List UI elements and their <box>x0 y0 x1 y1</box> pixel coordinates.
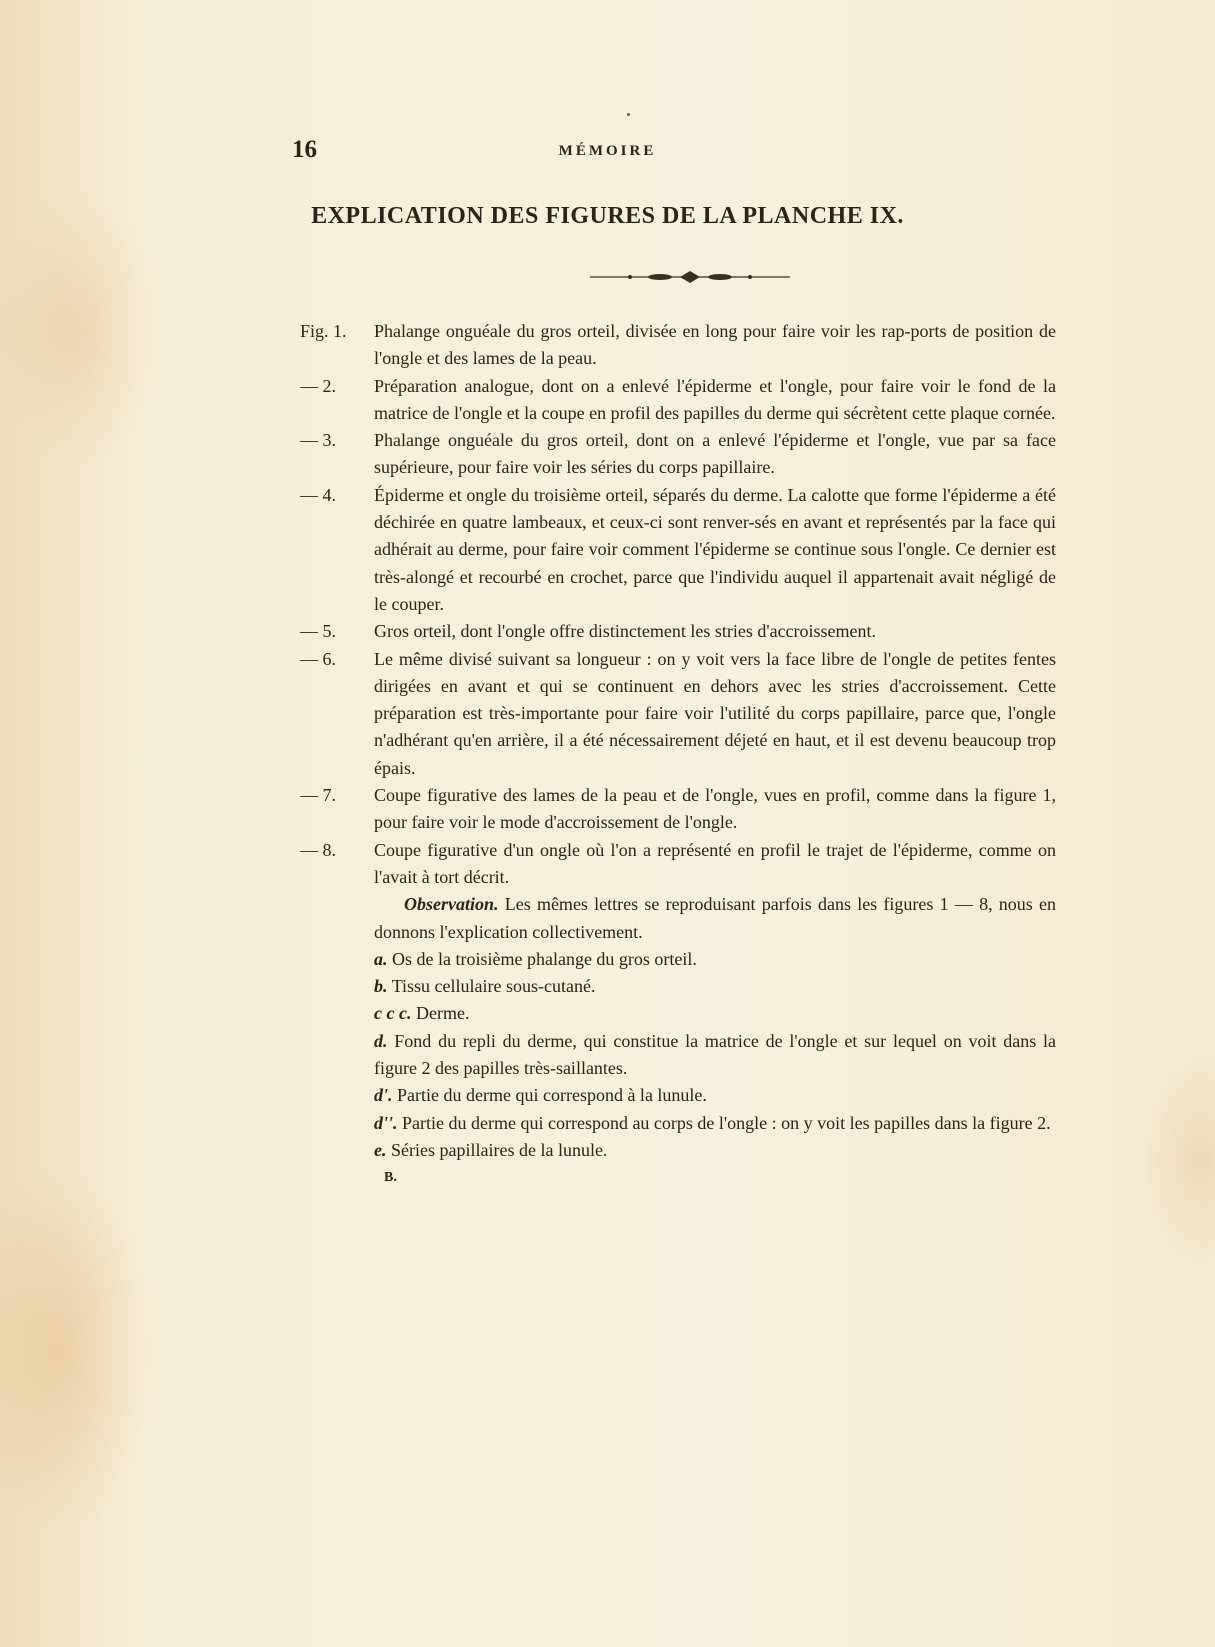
letter-line <box>374 946 1056 973</box>
letter-text: Partie du derme qui correspond au corps de l'ongle : on y voit les papilles dans la figure 2. <box>402 1112 1051 1133</box>
letter-text: Tissu cellulaire sous-cutané. <box>391 976 596 997</box>
figure-entry <box>0 618 1215 645</box>
letter-text: Fond du repli du derme, qui constitue la matrice de l'ongle et sur lequel on voit dans la figure 2 des papilles très-saillantes. <box>374 1030 1057 1079</box>
observation-text: Les mêmes lettres se reproduisant parfois dans les figures 1 — 8, nous en donnons l'explication collectivement. <box>374 894 1057 942</box>
figure-label: — 2. <box>300 375 336 396</box>
running-head <box>0 136 1215 166</box>
letter-entry <box>0 946 1215 973</box>
letter-entry <box>0 1137 1215 1164</box>
figure-text: Épiderme et ongle du troisième orteil, séparés du derme. La calotte que forme l'épiderme a été déchirée en quatre lambeaux, et ceux-ci sont renver-sés en avant et représentés par la face qui adhérait au derme, pour faire voir comment l'épiderme se continue sous l'ongle. Ce dernier est très-alongé et recourbé en crochet, parce que l'individu auquel il appartenait avait négligé de le couper. <box>374 484 1056 614</box>
figure-entry <box>0 837 1215 892</box>
letter-line <box>374 1000 1056 1027</box>
figure-text: Le même divisé suivant sa longueur : on y voit vers la face libre de l'ongle de petites fentes dirigées en avant et qui se continuent en dehors avec les stries d'accroissement. Cette préparation est très-importante pour faire voir l'utilité du corps papillaire, parce que, l'ongle n'adhérant qu'en arrière, il a été nécessairement déjeté en haut, et il est devenu beaucoup trop épais. <box>374 648 1056 778</box>
figure-entry <box>0 646 1215 782</box>
figure-entry <box>0 373 1215 428</box>
page-title: EXPLICATION DES FIGURES DE LA PLANCHE IX. <box>311 203 904 229</box>
figure-label: — 8. <box>300 839 336 860</box>
letter-label: d''. <box>374 1112 398 1133</box>
letter-label: d. <box>374 1030 388 1051</box>
letter-label: a. <box>374 948 388 969</box>
letter-line <box>374 1082 1056 1109</box>
figure-label: — 3. <box>300 430 336 451</box>
letter-line <box>374 1110 1056 1137</box>
figure-text: Coupe figurative des lames de la peau et de l'ongle, vues en profil, comme dans la figure 1, pour faire voir le mode d'accroissement de l'ongle. <box>374 785 1056 833</box>
printer-dot <box>627 113 630 116</box>
letter-line <box>374 1028 1056 1083</box>
letter-label: b. <box>374 976 388 997</box>
letter-entry <box>0 1028 1215 1083</box>
figure-entry <box>0 482 1215 618</box>
figure-entry <box>0 427 1215 482</box>
letter-entry <box>0 1110 1215 1137</box>
letter-label: e. <box>374 1139 387 1160</box>
figure-text: Phalange onguéale du gros orteil, dont on a enlevé l'épiderme et l'ongle, vue par sa face supérieure, pour faire voir les séries du corps papillaire. <box>374 430 1056 478</box>
letter-line <box>374 1137 1056 1164</box>
figure-text: Coupe figurative d'un ongle où l'on a représenté en profil le trajet de l'épiderme, comme on l'avait à tort décrit. <box>374 839 1056 887</box>
figure-label: Fig. 1. <box>300 321 347 341</box>
letter-entry <box>0 1082 1215 1109</box>
figure-text: Gros orteil, dont l'ongle offre distinctement les stries d'accroissement. <box>374 621 877 642</box>
page-number: 16 <box>292 136 317 163</box>
letter-text: Derme. <box>415 1003 470 1024</box>
ornament-divider <box>590 270 790 284</box>
signature-mark: B. <box>384 1170 397 1185</box>
figure-entry <box>0 318 1215 373</box>
letter-label: c c c. <box>374 1003 412 1024</box>
letter-text: Séries papillaires de la lunule. <box>391 1139 608 1160</box>
letter-line <box>374 973 1056 1000</box>
figure-explanations <box>0 318 1215 1164</box>
figure-label: — 6. <box>300 648 336 669</box>
figure-entry <box>0 782 1215 837</box>
letter-entry <box>0 973 1215 1000</box>
figure-label: — 7. <box>300 785 336 806</box>
observation-label: Observation. <box>404 894 499 915</box>
figure-label: — 4. <box>300 484 336 505</box>
figure-label: — 5. <box>300 621 336 642</box>
letter-entry <box>0 1000 1215 1027</box>
letter-text: Partie du derme qui correspond à la lunule. <box>397 1085 707 1106</box>
letter-text: Os de la troisième phalange du gros orteil. <box>392 948 697 969</box>
observation-note <box>374 891 1056 946</box>
running-title: MÉMOIRE <box>558 143 657 159</box>
figure-text: Phalange onguéale du gros orteil, divisée en long pour faire voir les rap-ports de position de l'ongle et des lames de la peau. <box>374 321 1056 369</box>
figure-text: Préparation analogue, dont on a enlevé l'épiderme et l'ongle, pour faire voir le fond de la matrice de l'ongle et la coupe en profil des papilles du derme qui sécrètent cette plaque cornée. <box>374 375 1056 423</box>
letter-label: d'. <box>374 1085 393 1106</box>
